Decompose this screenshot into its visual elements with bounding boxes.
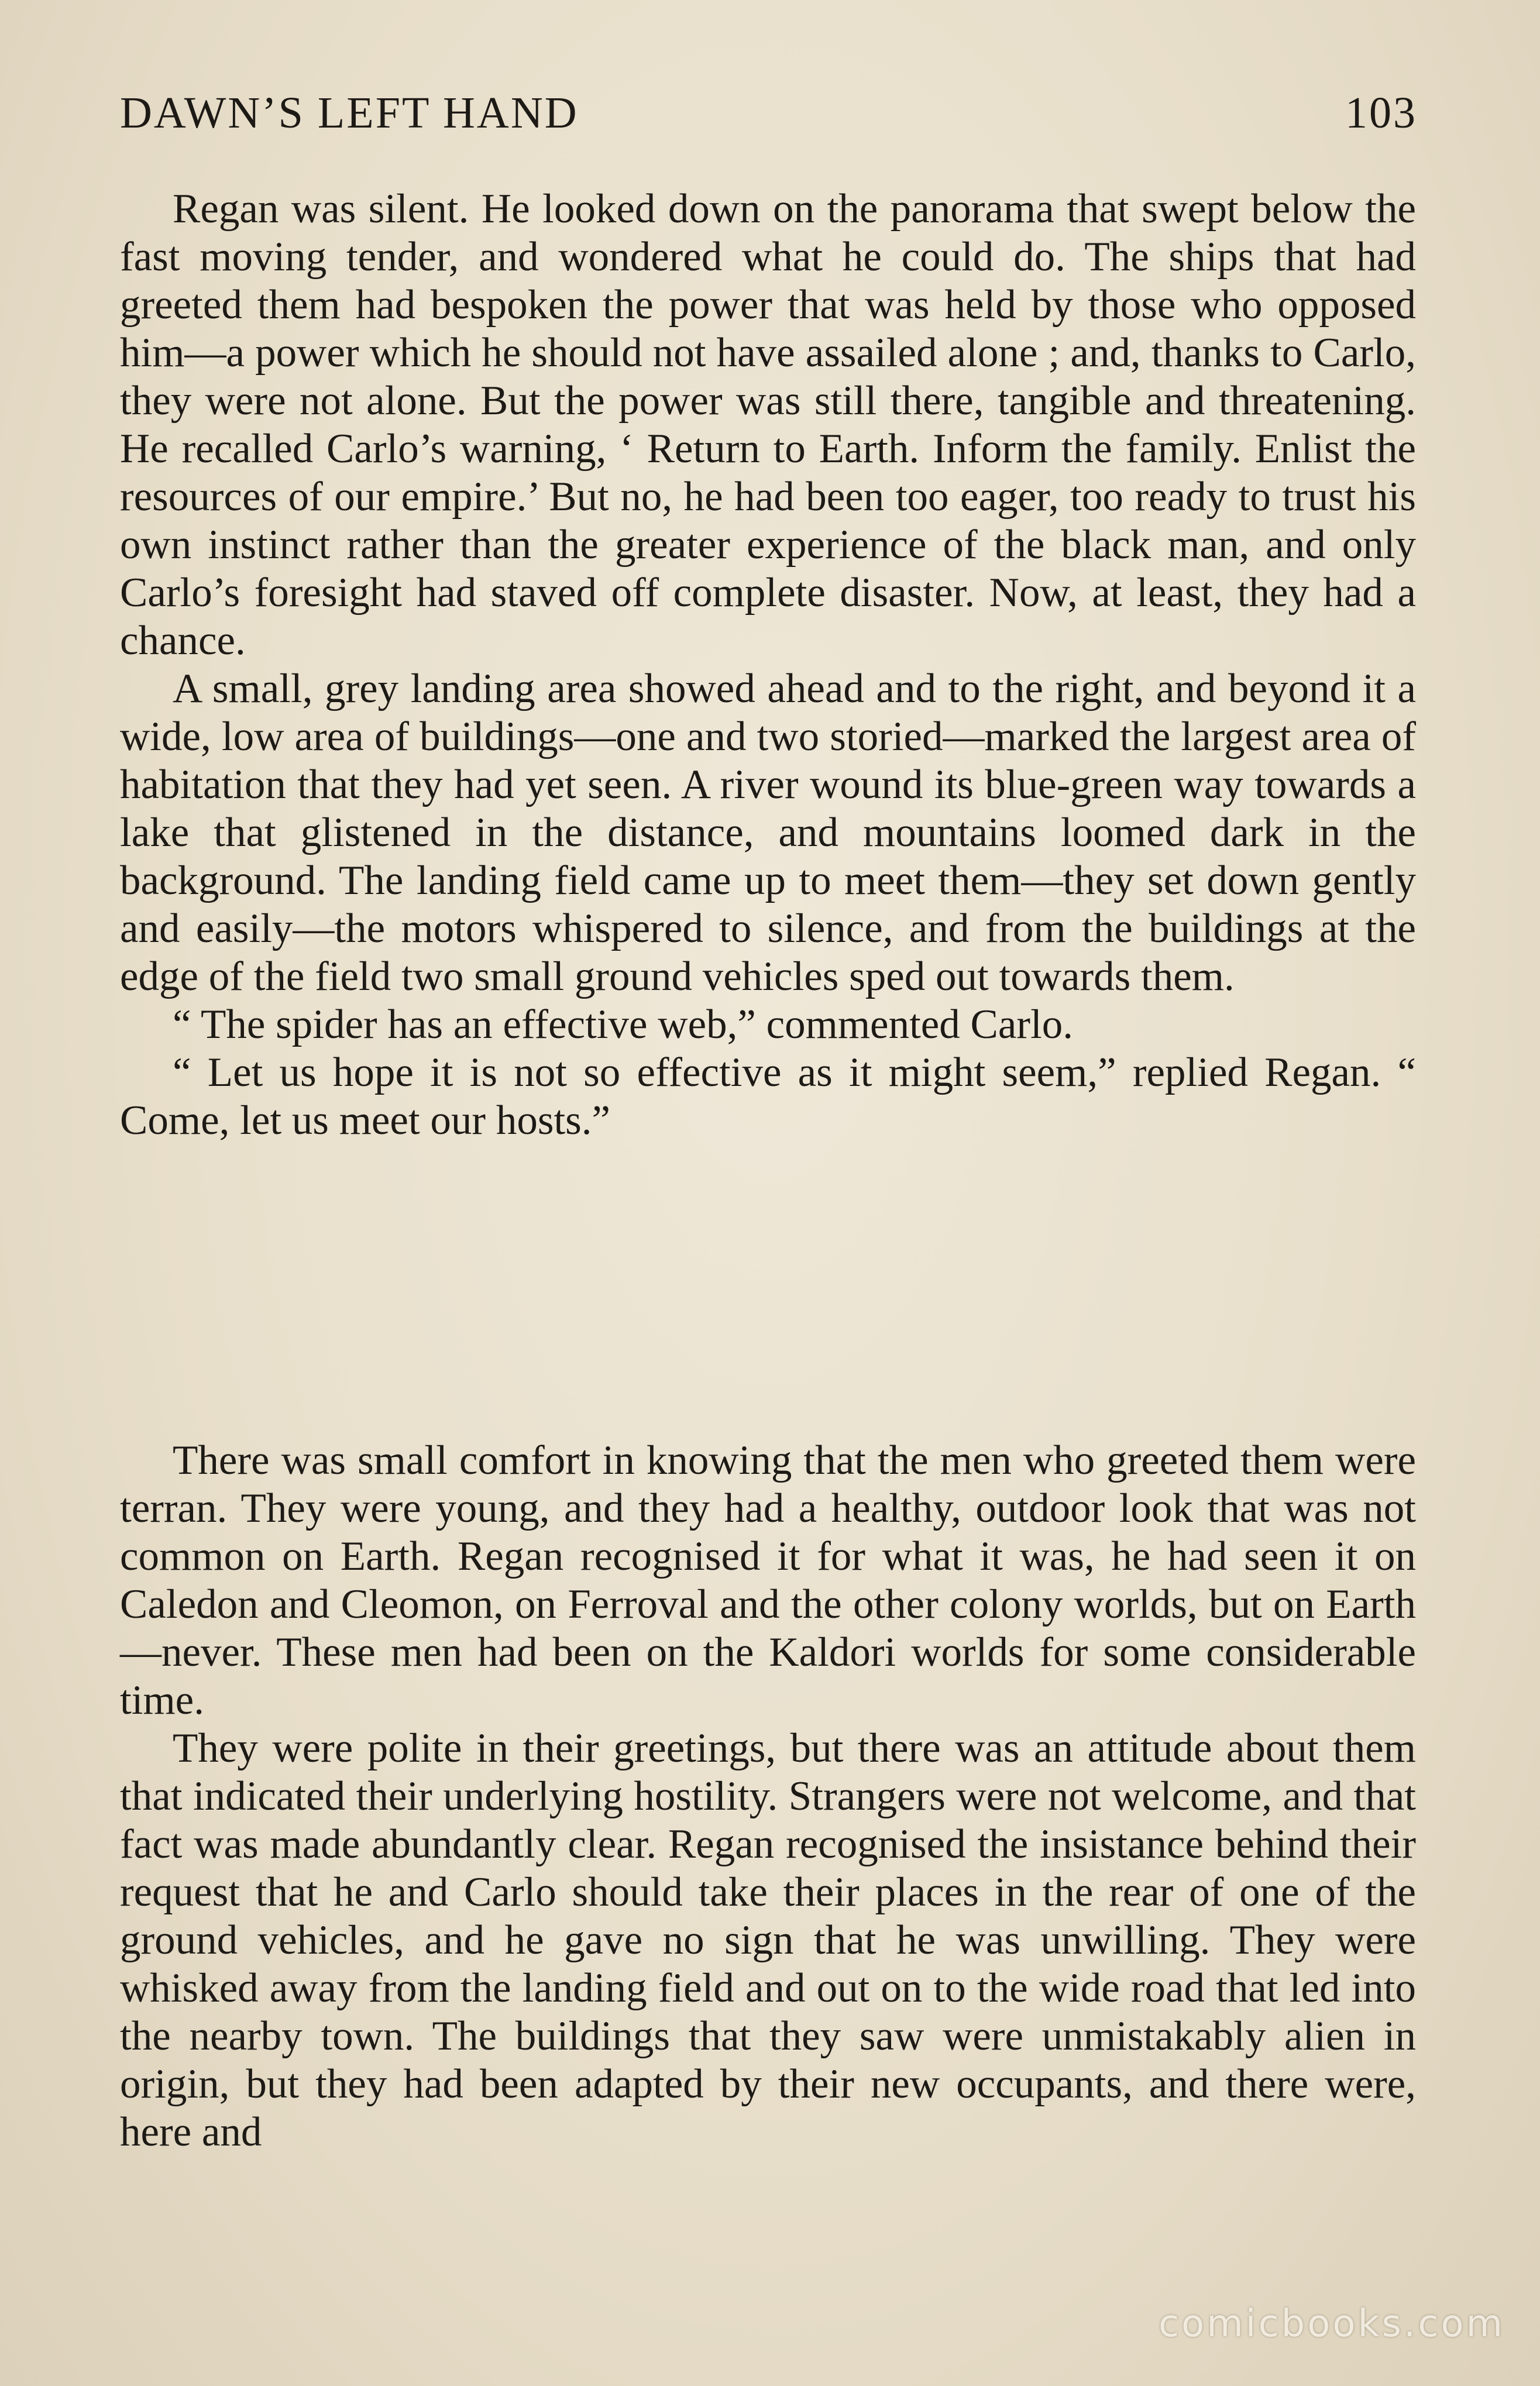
running-head [120, 88, 1417, 146]
text-section-2 [120, 1436, 1416, 2156]
paragraph: “ The spider has an effective web,” commented Carlo. [173, 1002, 1074, 1047]
paragraph: They were polite in their greetings, but there was an attitude about them that indicated their underlying hostility. Strangers were not welcome, and that fact was made abundantly clear. Regan recognised the insistance behind their request that he and Carlo should take their places in the rear of one of the ground vehicles, and he gave no sign that he was unwilling. They were whisked away from the landing field and out on to the wide road that led into the nearby town. The buildings that they saw were unmistakably alien in origin, but they had been adapted by their new occupants, and there were, here and [120, 1725, 1416, 2155]
paragraph: Regan was silent. He looked down on the panorama that swept below the fast moving tender, and wondered what he could do. The ships that had greeted them had bespoken the power that was held by those who opposed him—a power which he should not have assailed alone ; and, thanks to Carlo, they were not alone. But the power was still there, tangible and threatening. He recalled Carlo’s warning, ‘ Return to Earth. Inform the family. Enlist the resources of our empire.’ But no, he had been too eager, too ready to trust his own instinct rather than the greater experience of the black man, and only Carlo’s foresight had staved off complete disaster. Now, at least, they had a chance. [120, 186, 1416, 663]
text-section-1 [120, 185, 1416, 1144]
paragraph: There was small comfort in knowing that the men who greeted them were terran. They were young, and they had a healthy, outdoor look that was not common on Earth. Regan recognised it for what it was, he had seen it on Caledon and Cleomon, on Ferroval and the other colony worlds, but on Earth—never. These men had been on the Kaldori worlds for some considerable time. [120, 1438, 1416, 1723]
paragraph: “ Let us hope it is not so effective as it might seem,” replied Regan. “ Come, let us meet our hosts.” [120, 1050, 1416, 1143]
page-number: 103 [1345, 88, 1417, 137]
running-title: DAWN’S LEFT HAND [120, 88, 579, 137]
paragraph: A small, grey landing area showed ahead and to the right, and beyond it a wide, low area of buildings—one and two storied—marked the largest area of habitation that they had yet seen. A river wound its blue-green way towards a lake that glistened in the distance, and mountains loomed dark in the background. The landing field came up to meet them—they set down gently and easily—the motors whispered to silence, and from the buildings at the edge of the field two small ground vehicles sped out towards them. [120, 666, 1416, 999]
site-watermark: comicbooks.com [1158, 2302, 1505, 2346]
